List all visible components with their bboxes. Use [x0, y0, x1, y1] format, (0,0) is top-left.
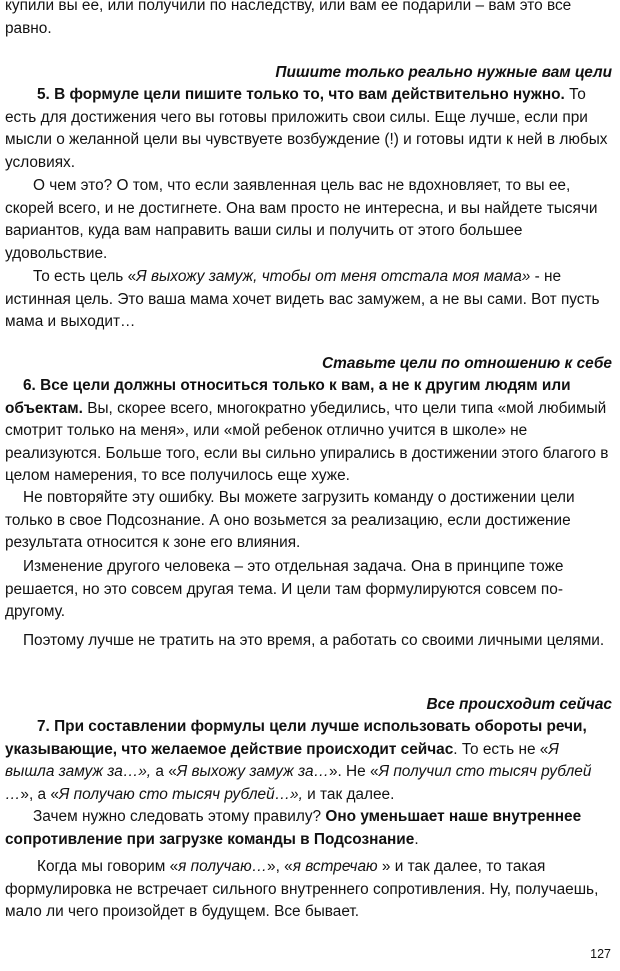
section-7-paragraph-1 — [5, 716, 612, 806]
text-run: То есть цель « — [33, 268, 137, 285]
text-run: Зачем нужно следовать этому правилу? — [33, 808, 326, 825]
section-6-lead: 6. Все цели должны относиться только к вам, а не к другим людям или объектам. — [5, 377, 571, 417]
text-run: » и так далее, то такая формулировка не встречает сильного внутреннего сопротивления. Ну, получаешь, мало ли чего произойдет в будущем. Все бывает. — [5, 858, 599, 921]
text-run: ». Не « — [328, 763, 379, 781]
italic-quote: Я выхожу замуж, чтобы от меня отстала моя мама» — [136, 268, 531, 285]
italic-quote: я встречаю — [292, 858, 378, 875]
section-6-paragraph-3: Изменение другого человека – это отдельная задача. Она в принципе тоже решается, но это совсем другая тема. И цели там формулируются совсем по-другому. — [5, 558, 564, 621]
bold-statement: Оно уменьшает наше внутреннее сопротивление при загрузке команды в Подсознание — [5, 808, 582, 848]
italic-quote: Я получаю сто тысяч рублей…», — [58, 785, 303, 803]
italic-quote: Я получил сто тысяч рублей … — [5, 763, 592, 803]
text-run: », а « — [20, 785, 59, 803]
section-5-paragraph-2: О чем это? О том, что если заявленная цель вас не вдохновляет, то вы ее, скорей всего, и не достигнете. Она вам просто не интересна, и вы найдете тысячи вариантов, куда вам направить ваши силы и получить от этого большее удовольствие. — [5, 177, 598, 262]
italic-quote: Я вышла замуж за…», — [5, 740, 559, 781]
section-7-paragraph-2 — [5, 806, 612, 851]
section-6-paragraph-2: Не повторяйте эту ошибку. Вы можете загрузить команду о достижении цели только в свое Подсознание. А оно возьмется за реализацию, если достижение результата относится к зоне его влияния. — [5, 489, 575, 552]
section-7-heading: Все происходит сейчас — [426, 696, 612, 713]
section-6-body: Вы, скорее всего, многократно убедились, что цели типа «мой любимый смотрит только на меня», или «мой ребенок отлично учится в школе» не реализуются. Больше того, если вы сильно упирались в достижении этого благого в целом намерения, то все получилось еще хуже. — [5, 399, 609, 485]
italic-quote: Я выхожу замуж за… — [176, 763, 329, 781]
section-7-lead: 7. При составлении формулы цели лучше использовать обороты речи, указывающие, что желаемое действие происходит сейчас — [5, 718, 587, 758]
section-5-body: То есть для достижения чего вы готовы приложить свои силы. Еще лучше, если при мысли о желанной цели вы чувствуете возбуждение (!) и готовы идти к ней в любых условиях. — [5, 86, 608, 171]
section-5-heading: Пишите только реально нужные вам цели — [275, 64, 612, 81]
text-run: Когда мы говорим « — [37, 858, 179, 875]
section-6-paragraph-1 — [5, 375, 612, 488]
paragraph-intro: купили вы ее, или получили по наследству, или вам ее подарили – вам это все равно. — [5, 0, 572, 37]
text-run: а « — [151, 763, 177, 781]
section-7-paragraph-3 — [5, 856, 612, 924]
text-run: и так далее. — [302, 785, 395, 803]
section-5-paragraph-1 — [5, 84, 612, 174]
section-6-paragraph-4: Поэтому лучше не тратить на это время, а работать со своими личными целями. — [23, 632, 605, 649]
section-5-paragraph-3 — [5, 266, 612, 334]
section-6-heading: Ставьте цели по отношению к себе — [322, 355, 612, 372]
text-run: - не истинная цель. Это ваша мама хочет видеть вас замужем, а не вы сами. Вот пусть мама и выходит… — [5, 268, 600, 331]
text-run: . — [414, 830, 419, 848]
text-run: . То есть не « — [453, 740, 549, 758]
italic-quote: я получаю… — [178, 858, 268, 875]
section-5-lead: 5. В формуле цели пишите только то, что вам действительно нужно. — [37, 86, 565, 103]
page-number: 127 — [590, 947, 611, 961]
text-run: », « — [267, 858, 293, 875]
